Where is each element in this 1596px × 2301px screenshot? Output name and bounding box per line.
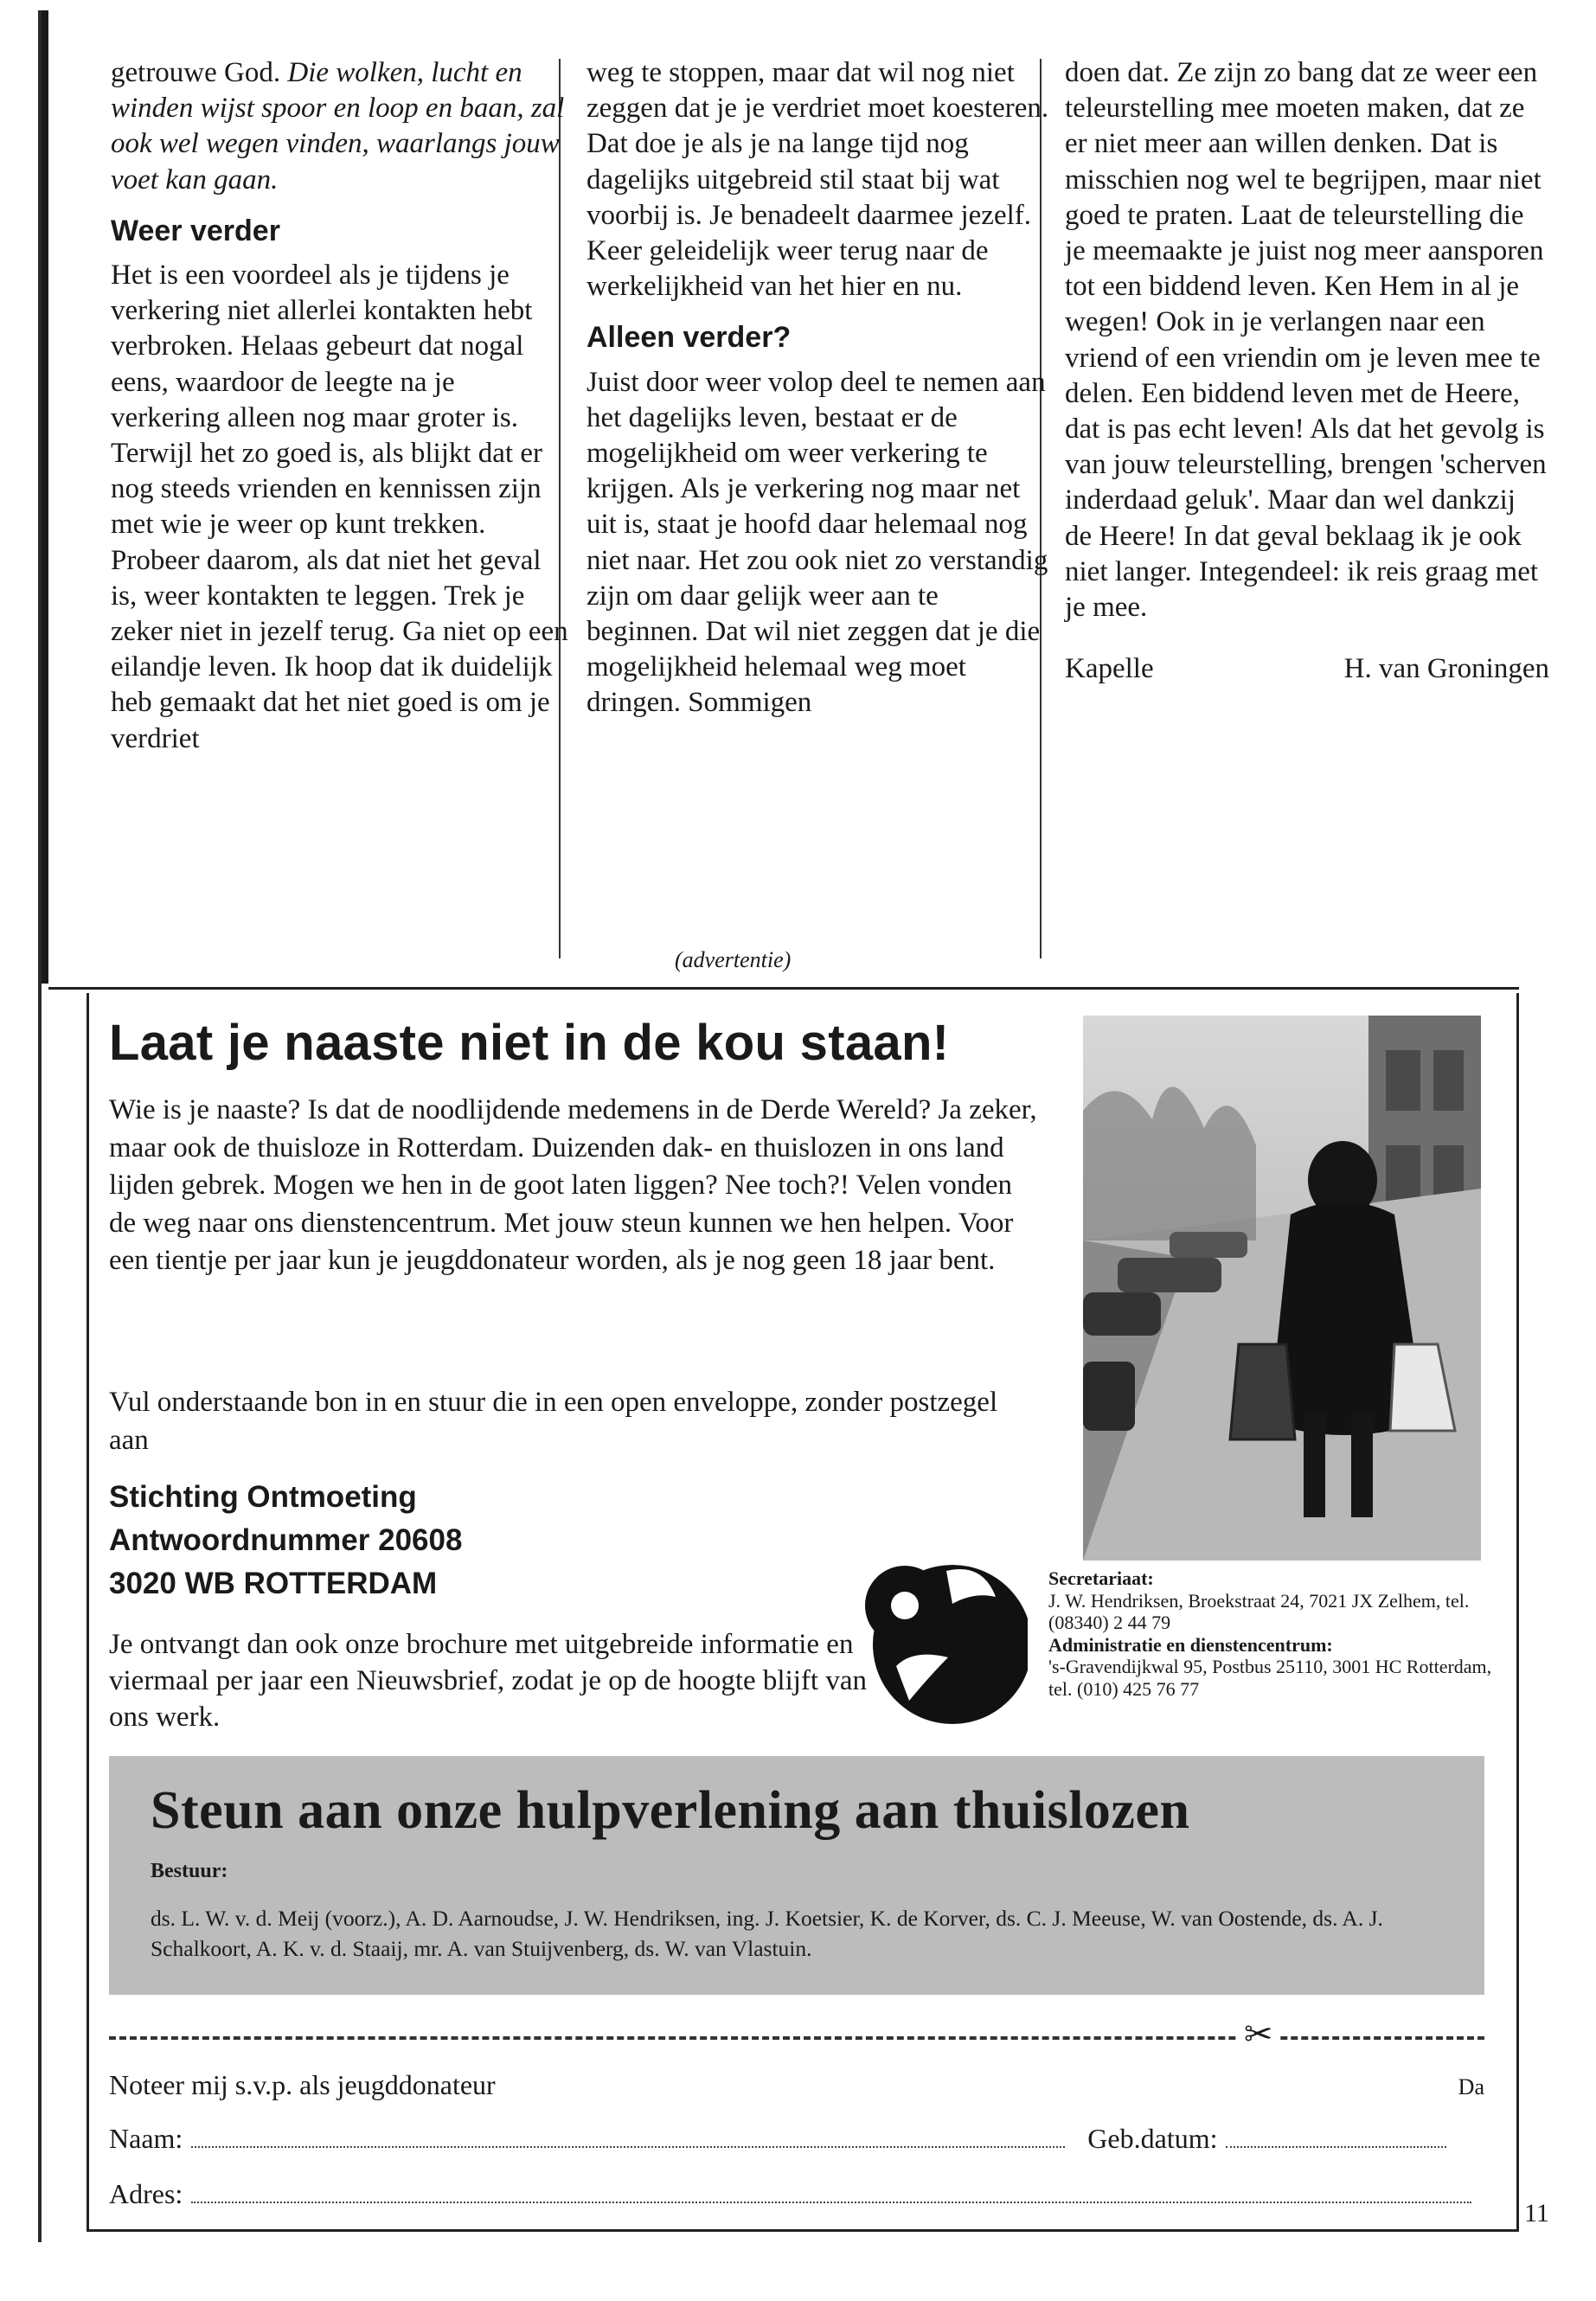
ad-instruction: Vul onderstaande bon in en stuur die in een open enveloppe, zonder postzegel aan — [109, 1387, 998, 1456]
homeless-person-photo — [1083, 1016, 1481, 1561]
coupon-title: Noteer mij s.v.p. als jeugddonateur — [109, 2069, 496, 2100]
signature-place: Kapelle — [1065, 653, 1154, 685]
brochure-text: Je ontvangt dan ook onze brochure met uitgebreide informatie en viermaal per jaar een Nieuwsbrief, zodat je op de hoogte blijft van ons werk. — [109, 1629, 867, 1733]
article-column-1 — [111, 55, 569, 757]
signature — [1065, 651, 1549, 687]
article-column-2 — [586, 55, 1054, 721]
advertisement-tag: (advertentie) — [675, 947, 792, 972]
board-label: Bestuur: — [151, 1860, 228, 1882]
stichting-ontmoeting-logo — [844, 1536, 1028, 1740]
scissors-icon: ✂ — [1239, 2017, 1279, 2052]
birthdate-field[interactable] — [1226, 2146, 1446, 2148]
postal-address: Stichting Ontmoeting Antwoordnummer 20608 3020 WB ROTTERDAM — [109, 1480, 463, 1600]
article-column-3 — [1065, 55, 1549, 687]
address-label: Adres: — [109, 2178, 183, 2209]
article-section — [48, 10, 1549, 990]
support-banner — [109, 1756, 1484, 1995]
heading-weer-verder: Weer verder — [111, 214, 280, 247]
signature-author: H. van Groningen — [1343, 653, 1549, 685]
article-paragraph: Juist door weer volop deel te nemen aan het dagelijks leven, bestaat er de mogelijkheid om weer verkering te krijgen. Als je verkering nog maar net uit is, staat je hoofd daar helemaal nog niet naar. Het zou ook niet zo verstandig zijn om daar gelijk weer aan te beginnen. Dat wil niet zeggen dat je die mogelijkheid helemaal weg moet dringen. Sommigen — [586, 366, 1048, 719]
name-label: Naam: — [109, 2123, 183, 2154]
article-paragraph: Het is een voordeel als je tijdens je verkering niet allerlei kontakten hebt verbroken. Helaas gebeurt dat nogal eens, waardoor de leegte na je verkering alleen nog maar groter is. Terwijl het zo goed is, als blijkt dat er nog steeds vrienden en kennissen zijn met wie je weer op kunt trekken. Probeer daarom, als dat niet het geval is, weer kontakten te leggen. Trek je zeker niet in jezelf terug. Ga niet op een eilandje leven. Ik hoop dat ik duidelijk heb gemaakt dat het niet goed is om je verdriet — [111, 260, 568, 754]
poem-intro: getrouwe God. Die wolken, lucht en winden wijst spoor en loop en baan, zal ook wel wegen vinden, waarlangs jouw voet kan gaan. — [111, 57, 565, 195]
name-field[interactable] — [191, 2146, 1065, 2148]
contact-info: Secretariaat: J. W. Hendriksen, Broekstraat 24, 7021 JX Zelhem, tel. (08340) 2 44 79 Administratie en dienstencentrum: 's-Gravendijkwal 95, Postbus 25110, 3001 HC Rotterdam, tel. (010) 425 76 77 — [1048, 1567, 1492, 1700]
board-members: ds. L. W. v. d. Meij (voorz.), A. D. Aarnoudse, J. W. Hendriksen, ing. J. Koetsier, K. de Korver, ds. C. J. Meeuse, W. van Oostende, ds. A. J. Schalkoort, A. K. v. d. Staaij, mr. A. van Stuijvenberg, ds. W. van Vlastuin. — [151, 1906, 1383, 1961]
page-number: 11 — [1524, 2199, 1549, 2227]
page-edge-line — [38, 10, 42, 2242]
article-paragraph: weg te stoppen, maar dat wil nog niet zeggen dat je je verdriet moet koesteren. Dat doe je als je na lange tijd nog dagelijks uitgebreid stil staat bij wat voorbij is. Je benadeelt daarmee jezelf. Keer geleidelijk weer terug naar de werkelijkheid van het hier en nu. — [586, 57, 1049, 303]
coupon-date-abbrev: Da — [1458, 2074, 1484, 2099]
coupon-header — [109, 2069, 1484, 2101]
ad-headline: Laat je naaste niet in de kou staan! — [109, 1015, 950, 1071]
article-paragraph: doen dat. Ze zijn zo bang dat ze weer een teleurstelling mee moeten maken, dat ze er niet meer aan willen denken. Dat is misschien nog wel te begrijpen, maar niet goed te praten. Laat de teleurstelling die je meemaakte je juist nog meer aansporen tot een biddend leven. Ken Hem in al je wegen! Ook in je verlangen naar een vriend of een vriendin om je leven mee te delen. Een biddend leven met de Heere, dat is pas echt leven! Als dat het gevolg is van jouw teleurstelling, brengen 'scherven inderdaad geluk'. Maar dan wel dankzij de Heere! In dat geval beklaag ik je ook niet langer. Integendeel: ik reis graag met je mee. — [1065, 57, 1547, 624]
heading-alleen-verder: Alleen verder? — [586, 321, 792, 355]
birthdate-label: Geb.datum: — [1087, 2123, 1218, 2154]
ad-body-text: Wie is je naaste? Is dat de noodlijdende medemens in de Derde Wereld? Ja zeker, maar ook de thuisloze in Rotterdam. Duizenden dak- en thuislozen in ons land lijden gebrek. Mogen we hen in de goot laten liggen? Nee toch?! Velen vonden de weg naar ons dienstencentrum. Met jouw steun kunnen we hen helpen. Voor een tientje per jaar kun je jeugddonateur worden, als je nog geen 18 jaar bent. — [109, 1094, 1037, 1276]
banner-title: Steun aan onze hulpverlening aan thuislozen — [151, 1781, 1190, 1840]
coupon-address-row — [109, 2178, 1484, 2210]
address-field[interactable] — [191, 2202, 1471, 2203]
coupon-name-row — [109, 2123, 1484, 2155]
